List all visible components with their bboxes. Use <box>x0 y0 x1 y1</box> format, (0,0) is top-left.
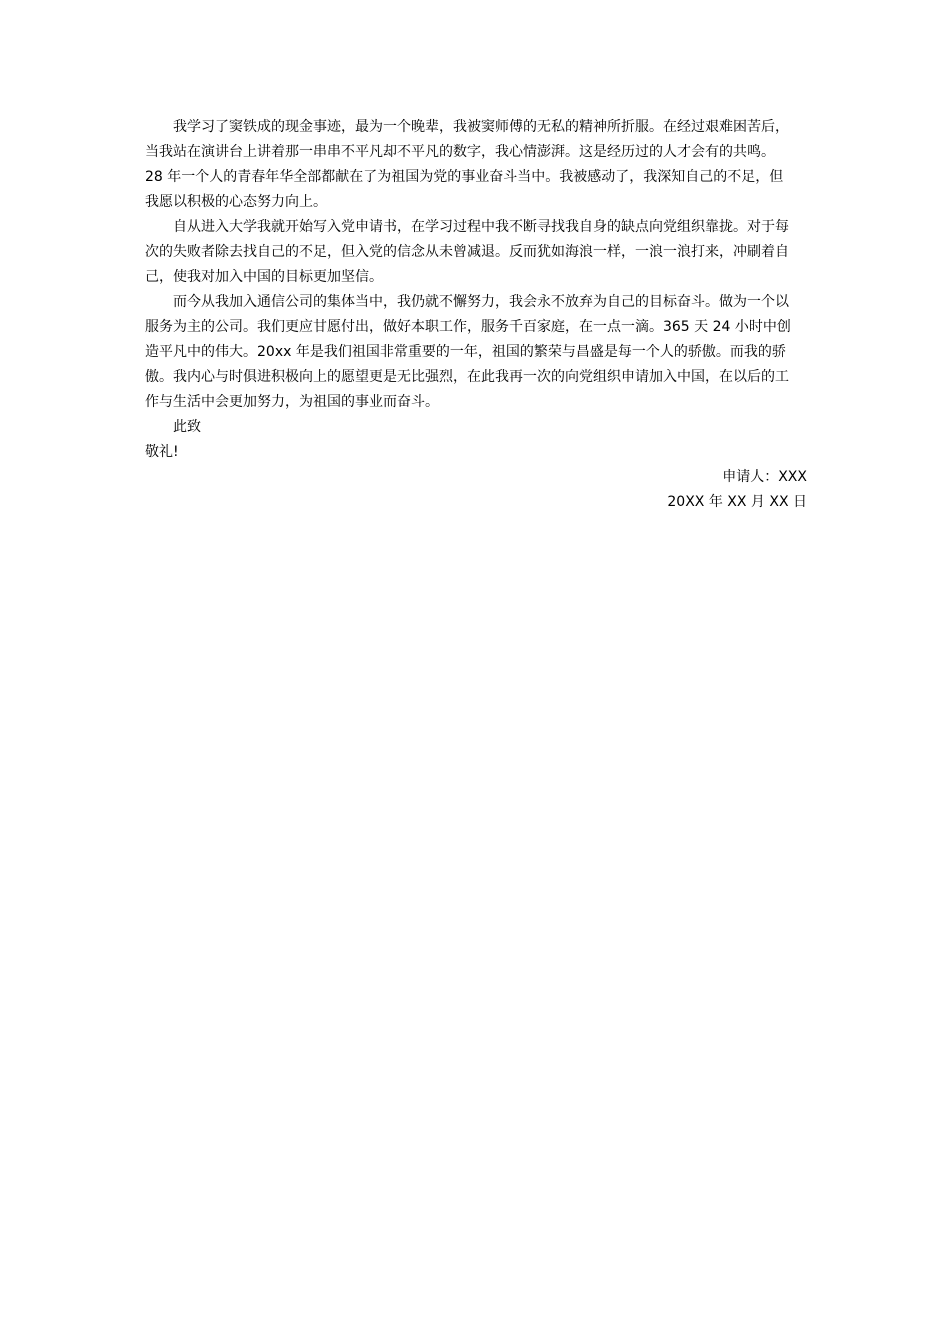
text-line: 当我站在演讲台上讲着那一串串不平凡却不平凡的数字，我心情澎湃。这是经历过的人才会有的共鸣。 <box>145 144 775 160</box>
text-line: 己，使我对加入中国的目标更加坚信。 <box>145 269 383 285</box>
signature-block <box>145 465 807 515</box>
signature-date: 20XX 年 XX 月 XX 日 <box>667 494 807 510</box>
text-line: 服务为主的公司。我们更应甘愿付出，做好本职工作，服务千百家庭，在一点一滴。365 天 24 小时中创 <box>145 319 791 335</box>
text-line: 次的失败者除去找自己的不足，但入党的信念从未曾减退。反而犹如海浪一样，一浪一浪打来，冲刷着自 <box>145 244 789 260</box>
text-line: 造平凡中的伟大。20xx 年是我们祖国非常重要的一年，祖国的繁荣与昌盛是每一个人的骄傲。而我的骄 <box>145 344 786 360</box>
text-line: 28 年一个人的青春年华全部都献在了为祖国为党的事业奋斗当中。我被感动了，我深知自己的不足，但 <box>145 169 784 185</box>
paragraph-1 <box>145 115 807 215</box>
paragraph-2 <box>145 215 807 290</box>
text-line: 而今从我加入通信公司的集体当中，我仍就不懈努力，我会永不放弃为自己的目标奋斗。做为一个以 <box>173 294 789 310</box>
document-page <box>145 115 807 515</box>
applicant-name: 申请人：XXX <box>722 469 807 485</box>
regards: 敬礼! <box>145 444 179 460</box>
text-line: 自从进入大学我就开始写入党申请书，在学习过程中我不断寻找我自身的缺点向党组织靠拢。对于每 <box>173 219 789 235</box>
text-line: 我学习了窦铁成的现金事迹，最为一个晚辈，我被窦师傅的无私的精神所折服。在经过艰难困苦后， <box>173 119 789 135</box>
text-line: 作与生活中会更加努力，为祖国的事业而奋斗。 <box>145 394 439 410</box>
salutation: 此致 <box>173 419 201 435</box>
paragraph-3 <box>145 290 807 415</box>
closing <box>145 415 807 465</box>
text-line: 傲。我内心与时俱进积极向上的愿望更是无比强烈，在此我再一次的向党组织申请加入中国，在以后的工 <box>145 369 789 385</box>
text-line: 我愿以积极的心态努力向上。 <box>145 194 327 210</box>
